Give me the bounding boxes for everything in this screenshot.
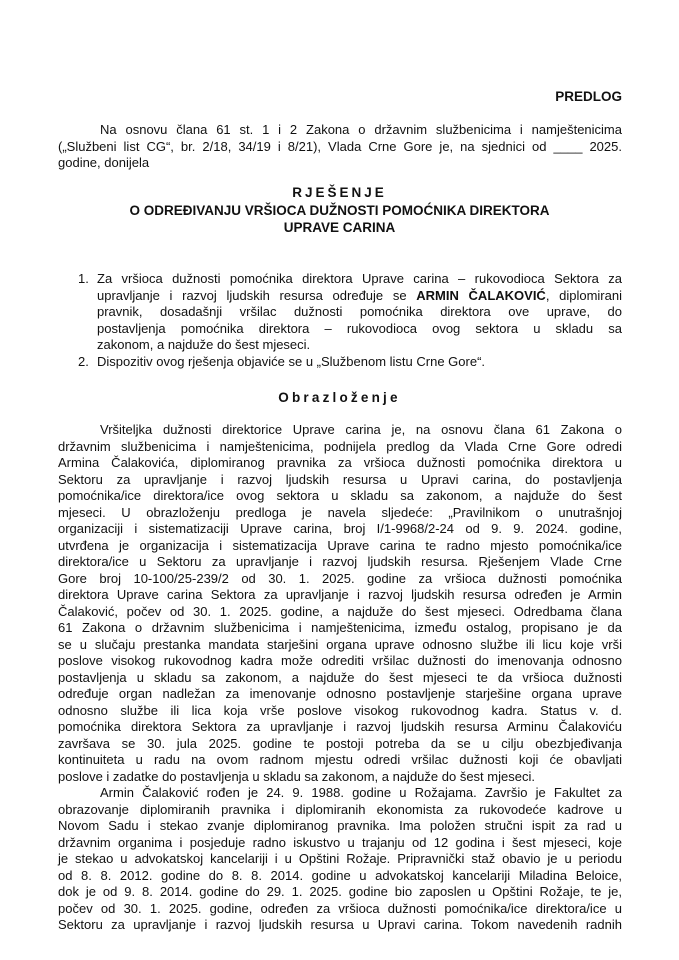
explanation-paragraph <box>58 785 622 934</box>
paragraph-line: pomoćnika direktora Sektora za upravljanje i razvoj ljudskih resursa Arminu Čalakoviću <box>58 719 622 734</box>
paragraph-line: Na osnovu člana 61 st. 1 i 2 Zakona o državnim službenicima i namještenicima <box>100 122 622 137</box>
paragraph-line: utvrđena je organizacija i sistematizacija Uprave carina te radno mjesto pomoćnika/ice <box>58 537 622 553</box>
paragraph-line: 61 Zakona o državnim službenicima i namještenicima, između ostalog, propisano je da <box>58 620 622 635</box>
item-line: zakonom, a najduže do šest mjeseci. <box>97 337 311 352</box>
decision-item-1 <box>78 271 622 354</box>
paragraph-line: Gore broj 10-100/25-239/2 od 30. 1. 2025. godine za vršioca dužnosti pomoćnika <box>58 570 622 586</box>
paragraph-line: je stekao u advokatskoj kancelariji i u Opštini Rožaje. Pripravnički staž obavio je u periodu <box>58 851 622 866</box>
paragraph-line: Vršiteljka dužnosti direktorice Uprave carina je, na osnovu člana 61 Zakona o <box>100 422 622 437</box>
document-title: RJEŠENJE <box>292 185 387 200</box>
paragraph-line: završava se 30. jula 2025. godine te postoji potreba da se u cilju obezbjeđivanja <box>58 735 622 751</box>
proposal-label: PREDLOG <box>555 89 622 104</box>
preamble-paragraph <box>58 122 622 172</box>
text-segment: , diplomirani <box>545 287 622 303</box>
paragraph-line: („Službeni list CG“, br. 2/18, 34/19 i 8/21), Vlada Crne Gore je, na sjednici od ____ 2025. <box>58 138 622 154</box>
paragraph-line: Sektoru za upravljanje i razvoj ljudskih resursa u Upravi carina. Tokom navedenih radnih <box>58 917 622 932</box>
paragraph-line: direktora Uprave carina Sektora za upravljanje i razvoj ljudskih resursa određen je Armin <box>58 587 622 602</box>
paragraph-line: pomoćnika/ice direktora/ice ovog sektora u skladu sa zakonom, a najduže do šest <box>58 488 622 503</box>
explanation-paragraph <box>58 422 622 785</box>
appointee-name: ARMIN ČALAKOVIĆ <box>416 287 546 303</box>
item-number: 1. <box>78 271 89 286</box>
paragraph-line: obrazovanje diplomiranih pravnika i diplomiranih ekonomista za rukovodeće kadrove u <box>58 801 622 817</box>
paragraph-line: organizaciji i sistematizaciji Uprave carina, broj I/1-9968/2-24 od 9. 9. 2024. godine, <box>58 521 622 536</box>
paragraph-line: postavljenja u skladu sa zakonom, a najduže do šest mjeseci te da vršioca dužnosti <box>58 669 622 685</box>
item-line: Za vršioca dužnosti pomoćnika direktora Uprave carina – rukovodioca Sektora za <box>97 271 622 286</box>
paragraph-line: poslove i zadatke do postavljenja u skladu sa zakonom, a najduže do šest mjeseci. <box>58 768 535 784</box>
document-subtitle: O ODREĐIVANJU VRŠIOCA DUŽNOSTI POMOĆNIKA DIREKTORA <box>129 203 550 218</box>
item-line: postavljenja pomoćnika direktora – rukovodioca ovog sektora u skladu sa <box>97 320 622 336</box>
document-subtitle-2: UPRAVE CARINA <box>283 220 396 235</box>
paragraph-line: Čalaković, počev od 30. 1. 2025. godine, a najduže do šest mjeseci. Odredbama člana <box>58 603 622 619</box>
explanation-body <box>58 422 622 934</box>
paragraph-line: Novom Sadu i stekao zvanje diplomiranog pravnika. Ima položen stručni ispit za rad u <box>58 818 622 833</box>
paragraph-line: kontinuiteta u radu na ovom radnom mjestu odredi vršilac dužnosti koji će obavljati <box>58 752 622 767</box>
paragraph-line: godine, donijela <box>58 155 150 170</box>
paragraph-line: mjeseci. U obrazloženju predloga je navela sljedeće: „Pravilnikom o unutrašnjoj <box>58 504 622 520</box>
paragraph-line: državnim službenicima i namještenicima, podnijela predlog da Vlada Crne Gore odredi <box>58 438 622 454</box>
item-line: pravnik, dosadašnji vršilac dužnosti pomoćnika direktora ove uprave, do <box>97 304 622 319</box>
paragraph-line: poslove visokog rukovodnog kadra može odrediti vršilac dužnosti do imenovanja odnosno <box>58 653 622 668</box>
paragraph-line: državnim organima i posjeduje radno iskustvo u trajanju od 12 godina i šest mjeseci, koje <box>58 834 622 850</box>
text-segment: upravljanje i razvoj ljudskih resursa određuje se <box>97 287 417 303</box>
paragraph-line: Armina Čalakovića, diplomiranog pravnika za vršioca dužnosti pomoćnika direktora u <box>58 455 622 470</box>
paragraph-line: od 8. 8. 2012. godine do 8. 8. 2014. godine u advokatskoj kancelariji Miladina Beloice, <box>58 867 622 883</box>
explanation-heading: Obrazloženje <box>278 390 401 405</box>
paragraph-line: počev od 30. 1. 2025. godine, određen za vršioca dužnosti pomoćnika/ice direktora/ice u <box>58 900 622 916</box>
paragraph-line: dok je od 9. 8. 2014. godine do 29. 1. 2025. godine bio zaposlen u Opštini Rožaje, te je, <box>58 884 622 899</box>
decision-list <box>78 271 622 370</box>
paragraph-line: direktora/ice u Sektoru za upravljanje i razvoj ljudskih resursa. Rješenjem Vlade Crne <box>58 554 622 569</box>
item-number: 2. <box>78 353 89 369</box>
decision-item-2 <box>78 354 622 371</box>
item-line <box>97 288 622 305</box>
paragraph-line: Sektoru za upravljanje i razvoj ljudskih resursa u Upravi carina, do postavljenja <box>58 471 622 487</box>
paragraph-line: odnosno službe ili lica koja vrše poslove visokog rukovodnog kadra. Status v. d. <box>58 702 622 718</box>
paragraph-line: se u slučaju prestanka mandata starješini organa uprave odnosno službe ili licu koje vrši <box>58 636 622 652</box>
item-line: Dispozitiv ovog rješenja objaviće se u „Službenom listu Crne Gore“. <box>97 353 486 369</box>
paragraph-line: određuje organ nadležan za imenovanje odnosno postavljenje starješine organa uprave <box>58 686 622 701</box>
paragraph-line: Armin Čalaković rođen je 24. 9. 1988. godine u Rožajama. Završio je Fakultet za <box>100 785 622 800</box>
